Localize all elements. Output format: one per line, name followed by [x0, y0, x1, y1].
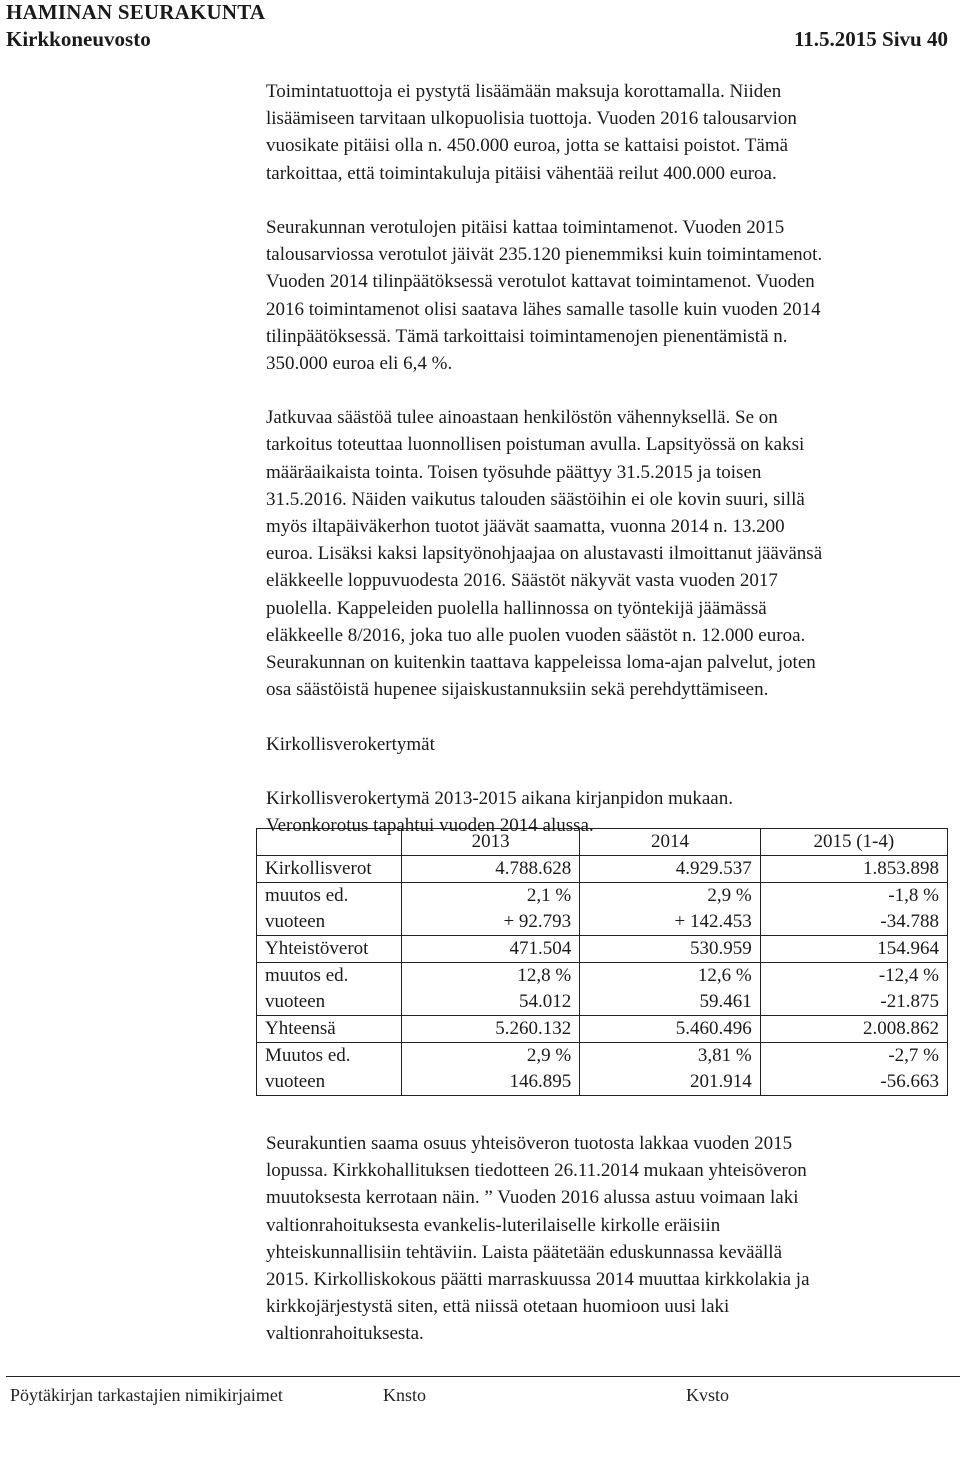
text-line: lopussa. Kirkkohallituksen tiedotteen 26.11.2014 mukaan yhteisöveron	[266, 1160, 807, 1182]
table-header-cell: 2013	[402, 829, 580, 856]
table-cell: 2,9 % 146.895	[402, 1043, 580, 1096]
table-cell: 12,6 % 59.461	[580, 963, 761, 1016]
table-header-cell: 2014	[580, 829, 761, 856]
text-line: Veronkorotus tapahtui vuoden 2014 alussa.	[266, 815, 594, 837]
text-line: Seurakunnan verotulojen pitäisi kattaa toimintamenot. Vuoden 2015	[266, 216, 785, 238]
text-line: valtionrahoituksesta evankelis-luterilaiselle kirkolle eräisiin	[266, 1214, 721, 1236]
text-line: 2016 toimintamenot olisi saatava lähes samalle tasolle kuin vuoden 2014	[266, 298, 821, 320]
table-header-row	[257, 829, 948, 856]
row-label: muutos ed. vuoteen	[257, 963, 402, 1016]
text-line: muutoksesta kerrotaan näin. ” Vuoden 2016 alussa astuu voimaan laki	[266, 1187, 799, 1209]
paragraph-staff-savings	[266, 404, 946, 703]
table-cell: 2.008.862	[760, 1016, 947, 1043]
table-cell: 1.853.898	[760, 856, 947, 883]
text-line: osa säästöistä hupenee sijaiskustannuksiin sekä perehdyttämiseen.	[266, 679, 769, 701]
table-header-cell	[257, 829, 402, 856]
footer-knsto-label: Knsto	[383, 1385, 427, 1405]
table-cell: 4.929.537	[580, 856, 761, 883]
meeting-name: Kirkkoneuvosto	[6, 27, 151, 51]
text-line: 31.5.2016. Näiden vaikutus talouden säästöihin ei ole kovin suuri, sillä	[266, 488, 805, 510]
row-label: Yhteensä	[257, 1016, 402, 1043]
table-row	[257, 883, 948, 936]
section-heading: Kirkollisverokertymät	[266, 733, 435, 755]
table-cell: -12,4 % -21.875	[760, 963, 947, 1016]
table-cell: -1,8 % -34.788	[760, 883, 947, 936]
row-label: muutos ed. vuoteen	[257, 883, 402, 936]
row-label: Muutos ed. vuoteen	[257, 1043, 402, 1096]
table-row	[257, 1043, 948, 1096]
table-cell: -2,7 % -56.663	[760, 1043, 947, 1096]
table-cell: 2,1 % + 92.793	[402, 883, 580, 936]
text-line: määräaikaista tointa. Toisen työsuhde päättyy 31.5.2015 ja toisen	[266, 461, 762, 483]
table-cell: 154.964	[760, 936, 947, 963]
row-label: Yhteistöverot	[257, 936, 402, 963]
footer-divider	[6, 1376, 960, 1377]
text-line: 350.000 euroa eli 6,4 %.	[266, 352, 453, 374]
text-line: euroa. Lisäksi kaksi lapsityönohjaajaa on alustavasti ilmoittanut jäävänsä	[266, 543, 823, 565]
text-line: eläkkeelle 8/2016, joka tuo alle puolen vuoden säästöt n. 12.000 euroa.	[266, 624, 806, 646]
table-cell: 5.460.496	[580, 1016, 761, 1043]
text-line: Toimintatuottoja ei pystytä lisäämään maksuja korottamalla. Niiden	[266, 81, 782, 102]
text-line: Jatkuvaa säästöä tulee ainoastaan henkilöstön vähennyksellä. Se on	[266, 407, 778, 429]
text-line: vuosikate pitäisi olla n. 450.000 euroa, jotta se kattaisi poistot. Tämä	[266, 135, 789, 157]
table-cell: 5.260.132	[402, 1016, 580, 1043]
table-cell: 3,81 % 201.914	[580, 1043, 761, 1096]
text-line: 2015. Kirkolliskokous päätti marraskuussa 2014 muuttaa kirkkolakia ja	[266, 1268, 810, 1290]
text-line: lisäämiseen tarvitaan ulkopuolisia tuottoja. Vuoden 2016 talousarvion	[266, 108, 797, 130]
text-line: tarkoitus toteuttaa luonnollisen poistuman avulla. Lapsityössä on kaksi	[266, 434, 805, 456]
footer-signers-label: Pöytäkirjan tarkastajien nimikirjaimet	[10, 1385, 283, 1405]
organization-name: HAMINAN SEURAKUNTA	[6, 0, 266, 24]
text-line: yhteiskunnallisiin tehtäviin. Laista päätetään eduskunnassa keväällä	[266, 1241, 783, 1263]
document-body	[266, 78, 946, 839]
table-cell: 2,9 % + 142.453	[580, 883, 761, 936]
text-line: kirkkojärjestystä siten, että niissä otetaan huomioon uusi laki	[266, 1296, 730, 1318]
text-line: Vuoden 2014 tilinpäätöksessä verotulot kattavat toimintamenot. Vuoden	[266, 271, 815, 293]
text-line: valtionrahoituksesta.	[266, 1323, 424, 1345]
footer-kvsto-label: Kvsto	[686, 1385, 730, 1405]
text-line: myös iltapäiväkerhon tuotot jäävät saamatta, vuonna 2014 n. 13.200	[266, 516, 785, 537]
table-cell: 530.959	[580, 936, 761, 963]
date-and-page: 11.5.2015 Sivu 40	[793, 27, 948, 51]
text-line: tarkoittaa, että toimintakuluja pitäisi vähentää reilut 400.000 euroa.	[266, 162, 777, 184]
text-line: Seurakuntien saama osuus yhteisöveron tuotosta lakkaa vuoden 2015	[266, 1133, 793, 1154]
paragraph-corporate-tax	[266, 1130, 946, 1348]
table-row	[257, 936, 948, 963]
text-line: tilinpäätöksessä. Tämä tarkoittaisi toimintamenojen pienentämistä n.	[266, 325, 788, 347]
table-row	[257, 856, 948, 883]
text-line: talousarviossa verotulot jäivät 235.120 pienemmiksi kuin toimintamenot.	[266, 244, 823, 266]
row-label: Kirkollisverot	[257, 856, 402, 883]
table-cell: 12,8 % 54.012	[402, 963, 580, 1016]
table-cell: 471.504	[402, 936, 580, 963]
text-line: Kirkollisverokertymä 2013-2015 aikana kirjanpidon mukaan.	[266, 787, 733, 809]
table-row	[257, 963, 948, 1016]
table-row	[257, 1016, 948, 1043]
table-cell: 4.788.628	[402, 856, 580, 883]
paragraph-tax-revenue	[266, 214, 946, 377]
paragraph-operating-income	[266, 78, 946, 187]
text-line: eläkkeelle loppuvuodesta 2016. Säästöt näkyvät vasta vuoden 2017	[266, 570, 778, 592]
text-line: Seurakunnan on kuitenkin taattava kappeleissa loma-ajan palvelut, joten	[266, 651, 816, 673]
tax-accrual-table	[256, 828, 948, 1096]
text-line: puolella. Kappeleiden puolella hallinnossa on työntekijä jäämässä	[266, 597, 767, 619]
table-header-cell: 2015 (1-4)	[760, 829, 947, 856]
